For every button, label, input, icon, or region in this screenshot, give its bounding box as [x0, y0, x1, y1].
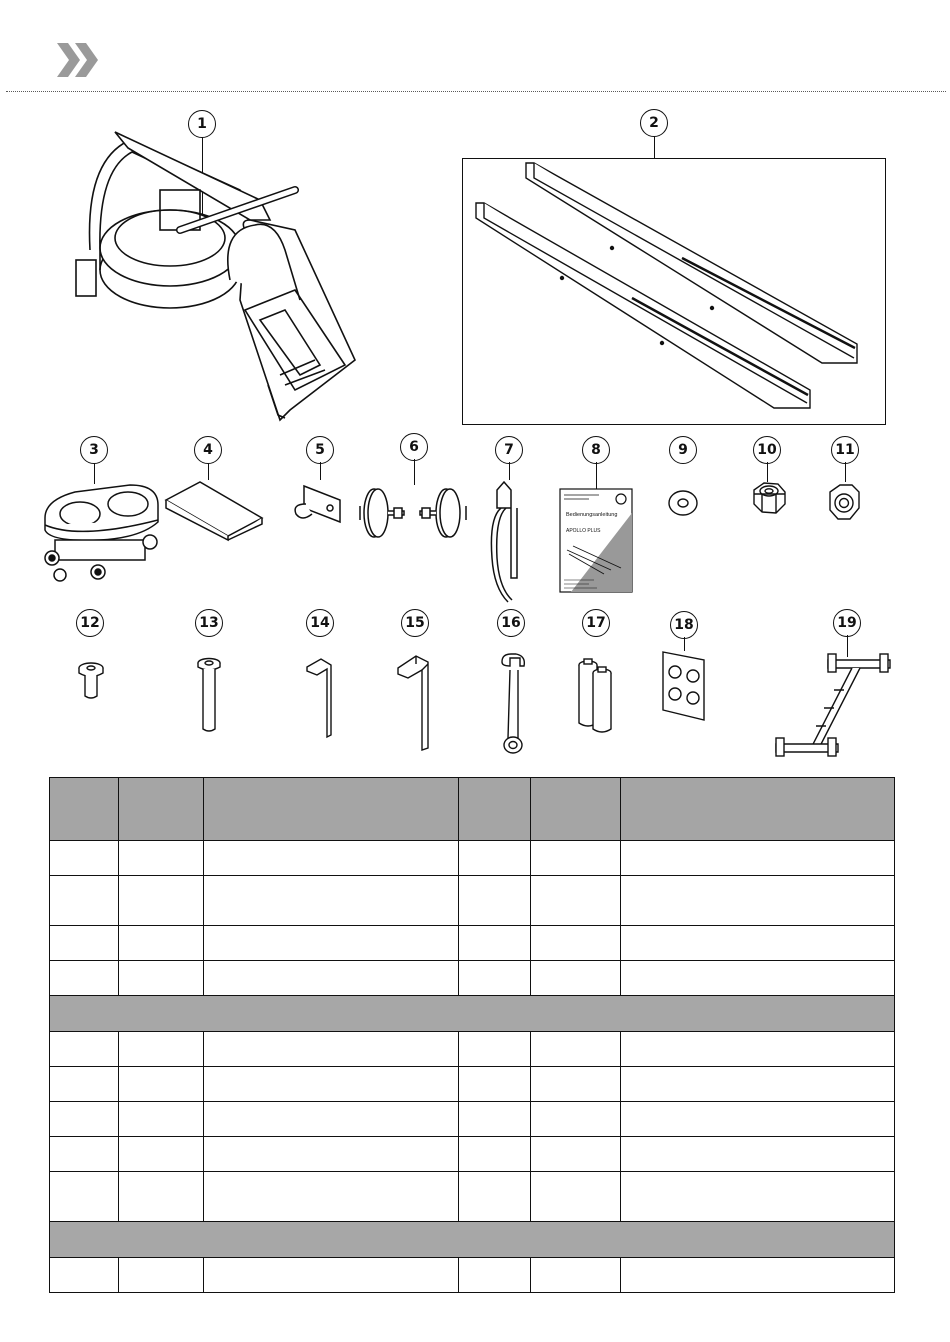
table-section-row	[50, 996, 895, 1032]
washer-icon	[667, 487, 699, 519]
header-cell	[204, 778, 459, 841]
table-row	[50, 1172, 895, 1222]
callout-16: 16	[497, 609, 525, 637]
table-row	[50, 841, 895, 876]
leader-line-5	[320, 462, 321, 480]
callout-3: 3	[80, 436, 108, 464]
leader-line-10	[767, 462, 768, 482]
table-row	[50, 1032, 895, 1067]
long-bolt-icon	[196, 655, 222, 735]
cap-nut-icon	[826, 482, 862, 522]
batteries-icon	[574, 657, 618, 735]
leader-line-2	[654, 136, 655, 158]
callout-18: 18	[670, 611, 698, 639]
hex-nut-icon	[750, 480, 788, 516]
parts-list-table	[49, 777, 895, 1293]
callout-5: 5	[306, 436, 334, 464]
table-row	[50, 961, 895, 996]
siphon-tube-icon	[484, 478, 524, 606]
callout-9: 9	[669, 436, 697, 464]
table-row	[50, 876, 895, 926]
combination-wrench-icon	[496, 652, 532, 756]
hook-bracket-icon	[290, 482, 345, 524]
table-section-row	[50, 1222, 895, 1258]
callout-19: 19	[833, 609, 861, 637]
callout-15: 15	[401, 609, 429, 637]
header-cell	[119, 778, 204, 841]
rail-pair-icon	[462, 158, 886, 425]
table-header-row	[50, 778, 895, 841]
header-cell	[531, 778, 621, 841]
table-row	[50, 1067, 895, 1102]
callout-13: 13	[195, 609, 223, 637]
header-cell	[621, 778, 895, 841]
felt-pads-icon	[660, 650, 720, 724]
transport-wheels-icon	[356, 484, 471, 544]
seat-icon	[40, 480, 165, 585]
table-row	[50, 1102, 895, 1137]
manual-booklet-icon	[559, 488, 633, 593]
header-cell	[50, 778, 119, 841]
table-row	[50, 1258, 895, 1293]
callout-11: 11	[831, 436, 859, 464]
double-chevron-right-icon	[52, 40, 102, 80]
callout-1: 1	[188, 110, 216, 138]
table-row	[50, 1137, 895, 1172]
callout-8: 8	[582, 436, 610, 464]
leader-line-8	[596, 462, 597, 489]
rail-stop-icon	[162, 478, 267, 540]
callout-2: 2	[640, 109, 668, 137]
leader-line-11	[845, 462, 846, 482]
large-allen-key-icon	[394, 654, 436, 752]
table-row	[50, 926, 895, 961]
callout-7: 7	[495, 436, 523, 464]
leader-line-18	[684, 637, 685, 651]
callout-12: 12	[76, 609, 104, 637]
callout-6: 6	[400, 433, 428, 461]
manual-title-text: Bedienungsanleitung	[566, 512, 618, 518]
small-allen-key-icon	[303, 657, 339, 739]
header-cell	[459, 778, 531, 841]
leader-line-6	[414, 459, 415, 485]
dotted-divider	[6, 91, 946, 92]
callout-14: 14	[306, 609, 334, 637]
callout-4: 4	[194, 436, 222, 464]
manual-model-text: APOLLO PLUS	[566, 528, 601, 534]
callout-17: 17	[582, 609, 610, 637]
rowing-machine-base-icon	[70, 120, 390, 420]
callout-10: 10	[753, 436, 781, 464]
short-bolt-icon	[77, 660, 105, 700]
rear-stabilizer-icon	[772, 650, 894, 762]
